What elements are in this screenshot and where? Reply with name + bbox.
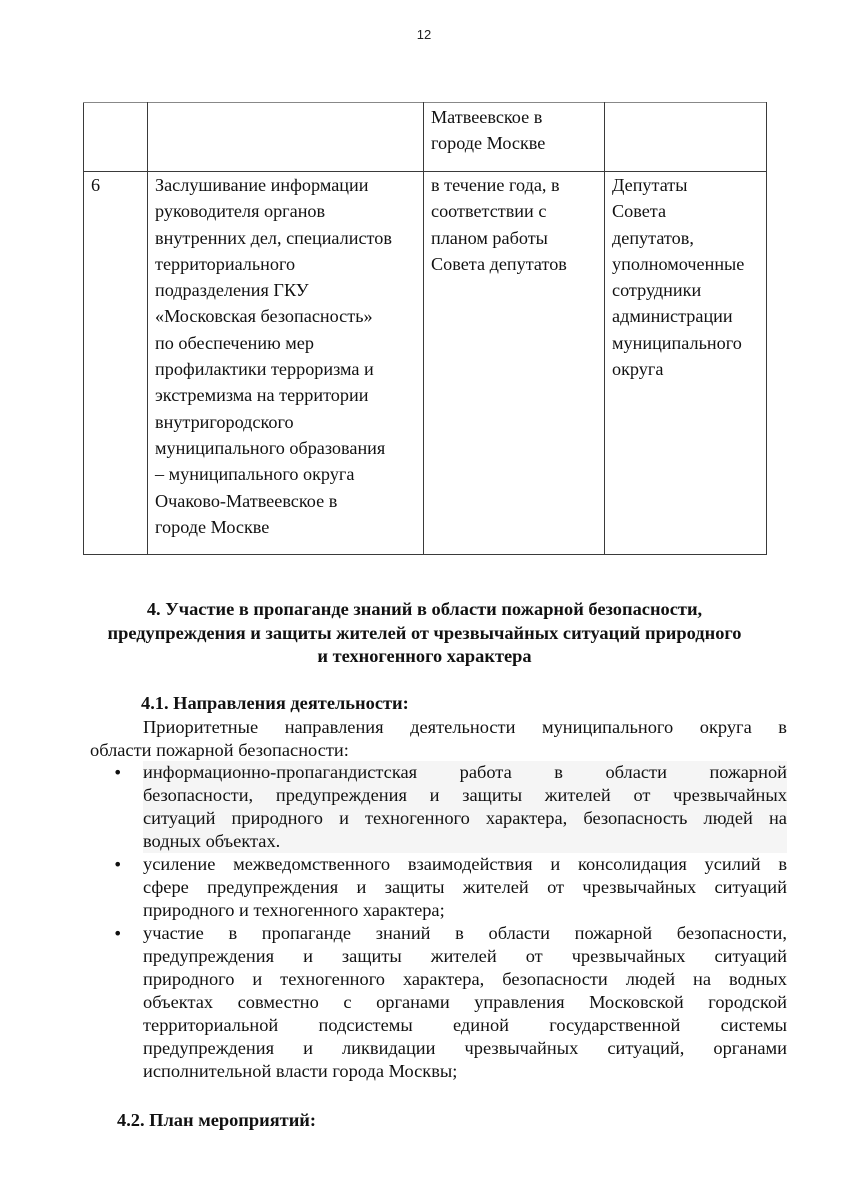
word: консолидация: [577, 854, 687, 874]
cell-line: – муниципального округа: [155, 464, 355, 485]
word: природного: [143, 969, 235, 989]
word: и: [303, 946, 313, 966]
events-table: [83, 102, 767, 555]
word: на: [768, 808, 787, 828]
word: характера,: [485, 808, 568, 828]
word: государственной: [549, 1015, 681, 1035]
word: жителей: [430, 946, 497, 966]
word: защиты: [462, 785, 523, 805]
cell-line: городе Москве: [155, 516, 270, 537]
intro-paragraph: [90, 716, 787, 762]
cell-line: округа: [612, 359, 664, 380]
cell-number: 6: [84, 172, 148, 555]
word: чрезвычайных: [464, 1038, 579, 1058]
page-number: 12: [416, 27, 432, 42]
word: области: [605, 762, 667, 782]
section-title-line: и техногенного характера: [317, 646, 532, 666]
intro-line: области пожарной безопасности:: [90, 740, 349, 760]
word: совместно: [237, 992, 319, 1012]
word: от: [525, 946, 543, 966]
cell-timing: [424, 103, 605, 172]
table-row: [84, 172, 767, 555]
word: ситуаций: [714, 877, 787, 897]
table-row-continued: [84, 103, 767, 172]
word: и: [252, 969, 263, 989]
cell-line: муниципального: [612, 332, 742, 353]
cell-line: Заслушивание информации: [155, 175, 369, 195]
word: взаимодействия: [407, 854, 533, 874]
word: чрезвычайных: [571, 946, 686, 966]
word: в: [228, 923, 238, 943]
bullet-icon: •: [113, 855, 123, 874]
text-line: [143, 784, 787, 807]
word: техногенного: [365, 808, 470, 828]
text-line: природного и техногенного характера;: [143, 900, 445, 920]
text-line: [143, 853, 787, 876]
cell-line: уполномоченные: [612, 253, 745, 274]
word: людей: [703, 808, 753, 828]
text-line: [143, 945, 787, 968]
word: жителей: [462, 877, 529, 897]
cell-line: Совета депутатов: [431, 253, 567, 274]
text-line: [143, 876, 787, 899]
word: в: [778, 717, 787, 737]
word: ситуаций: [714, 946, 787, 966]
word: в: [778, 854, 787, 874]
word: безопасности,: [676, 923, 787, 943]
priority-list: [113, 761, 787, 1083]
word: органами: [376, 992, 450, 1012]
list-item: [113, 922, 787, 1083]
cell-event: [148, 103, 424, 172]
intro-line: [90, 716, 787, 739]
cell-line: Совета: [612, 201, 667, 222]
word: пожарной: [574, 923, 653, 943]
word: системы: [720, 1015, 787, 1035]
word: предупреждения: [275, 785, 407, 805]
text-line: [143, 807, 787, 830]
word: и: [356, 877, 367, 897]
word: объектах: [143, 992, 214, 1012]
word: водных: [729, 969, 787, 989]
word: чрезвычайных: [582, 877, 697, 897]
list-item: [113, 761, 787, 853]
cell-line: администрации: [612, 306, 733, 327]
word: информационно-пропагандистская: [143, 762, 418, 782]
word: на: [693, 969, 712, 989]
word: работа: [459, 762, 512, 782]
word: людей: [625, 969, 676, 989]
word: и: [339, 808, 349, 828]
word: природного: [231, 808, 323, 828]
word: характера,: [402, 969, 485, 989]
word: и: [550, 854, 561, 874]
cell-line: сотрудники: [612, 280, 702, 301]
list-item-text: [143, 922, 787, 1083]
word: безопасность: [583, 808, 688, 828]
cell-line: по обеспечению мер: [155, 332, 314, 353]
section-4-title: [83, 598, 766, 669]
word: городской: [708, 992, 787, 1012]
cell-responsible: [605, 172, 767, 555]
cell-line: депутатов,: [612, 227, 694, 248]
word: Приоритетные: [143, 717, 259, 737]
text-line: [143, 968, 787, 991]
cell-event: [148, 172, 424, 555]
word: ситуаций,: [607, 1038, 685, 1058]
text-line: [143, 922, 787, 945]
section-title-line: предупреждения и защиты жителей от чрезвычайных ситуаций природного: [107, 622, 742, 643]
cell-number: [84, 103, 148, 172]
cell-line: соответствии с: [431, 201, 547, 222]
word: единой: [453, 1015, 509, 1035]
cell-line: экстремизма на территории: [155, 385, 369, 406]
text-line: [143, 1037, 787, 1060]
word: органами: [713, 1038, 787, 1058]
subsection-4-2-title: 4.2. План мероприятий:: [117, 1110, 317, 1130]
cell-timing: [424, 172, 605, 555]
word: и: [303, 1038, 313, 1058]
word: в: [554, 762, 563, 782]
list-item-text: [143, 853, 787, 922]
word: подсистемы: [318, 1015, 413, 1035]
cell-line: Очаково-Матвеевское в: [155, 490, 338, 511]
word: сфере: [143, 877, 189, 897]
word: безопасности,: [143, 785, 254, 805]
word: защиты: [384, 877, 445, 897]
cell-line: «Московская безопасность»: [155, 306, 373, 327]
list-item: [113, 853, 787, 922]
cell-line: Матвеевское в: [431, 107, 543, 127]
cell-line: Депутаты: [612, 175, 688, 195]
word: усиление: [143, 854, 216, 874]
word: области: [488, 923, 550, 943]
cell-line: планом работы: [431, 227, 548, 248]
word: чрезвычайных: [673, 785, 787, 805]
section-title-line: 4. Участие в пропаганде знаний в области пожарной безопасности,: [146, 599, 703, 619]
cell-line: городе Москве: [431, 133, 546, 154]
word: Московской: [589, 992, 684, 1012]
cell-line: внутригородского: [155, 411, 294, 432]
subsection-4-1-title: 4.1. Направления деятельности:: [141, 693, 409, 713]
cell-line: внутренних дел, специалистов: [155, 227, 392, 248]
text-line: [143, 991, 787, 1014]
word: защиты: [341, 946, 402, 966]
cell-line: профилактики терроризма и: [155, 359, 374, 380]
word: от: [547, 877, 565, 897]
cell-responsible: [605, 103, 767, 172]
word: межведомственного: [233, 854, 391, 874]
word: техногенного: [280, 969, 385, 989]
word: участие: [143, 923, 204, 943]
text-line: [143, 1014, 787, 1037]
word: деятельности: [410, 717, 516, 737]
cell-line: муниципального образования: [155, 437, 386, 458]
cell-line: в течение года, в: [431, 175, 560, 195]
text-line: водных объектах.: [143, 831, 281, 851]
text-line: [143, 761, 787, 784]
word: управления: [474, 992, 565, 1012]
word: предупреждения: [207, 877, 339, 897]
list-item-text: [143, 761, 787, 853]
word: в: [455, 923, 464, 943]
word: округа: [699, 717, 752, 737]
word: знаний: [375, 923, 431, 943]
word: с: [343, 992, 352, 1012]
word: предупреждения: [143, 946, 275, 966]
word: пропаганде: [261, 923, 352, 943]
word: от: [633, 785, 651, 805]
word: усилий: [704, 854, 761, 874]
word: территориальной: [143, 1015, 279, 1035]
cell-line: подразделения ГКУ: [155, 280, 309, 301]
word: муниципального: [541, 717, 674, 737]
word: пожарной: [709, 762, 787, 782]
bullet-icon: •: [113, 924, 123, 943]
word: безопасности: [502, 969, 608, 989]
word: предупреждения: [143, 1038, 275, 1058]
bullet-icon: •: [113, 763, 123, 782]
cell-line: территориального: [155, 253, 296, 274]
word: жителей: [544, 785, 611, 805]
cell-line: руководителя органов: [155, 201, 326, 222]
word: ликвидации: [341, 1038, 436, 1058]
text-line: исполнительной власти города Москвы;: [143, 1061, 458, 1081]
word: направления: [284, 717, 384, 737]
word: и: [429, 785, 440, 805]
word: ситуаций: [143, 808, 216, 828]
